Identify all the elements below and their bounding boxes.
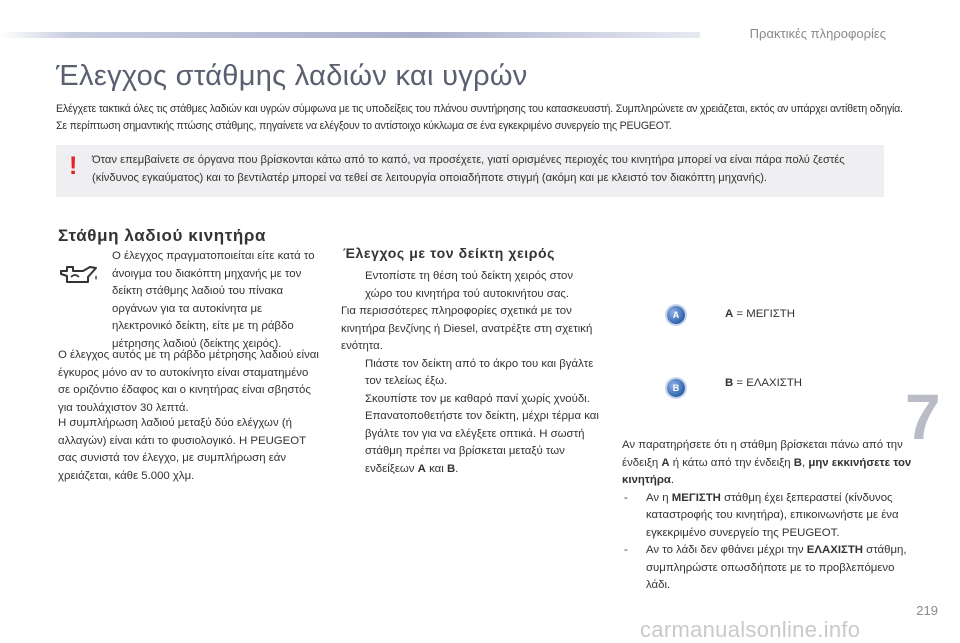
mark-a: A — [417, 462, 426, 475]
warning-box — [56, 145, 884, 197]
dash-icon: - — [624, 491, 628, 504]
mark-a-badge: A — [667, 306, 685, 324]
list-item — [622, 542, 914, 595]
step-text: Σκουπίστε τον με καθαρό πανί χωρίς χνούδι. — [365, 392, 590, 405]
text: ή κάτω από την ένδειξη — [672, 456, 791, 469]
oil-can-icon — [58, 262, 98, 288]
step-text: Πιάστε τον δείκτη από το άκρο του και βγάλτε τον τελείως έξω. — [365, 357, 594, 387]
mark-b: B — [793, 456, 802, 469]
watermark: carmanualsonline.info — [640, 617, 861, 642]
list-item — [341, 268, 603, 303]
text: Αν η — [646, 491, 669, 504]
warning-emphasis: μην εκκινήσετε τον κινητήρα — [622, 456, 912, 486]
section-title: Πρακτικές πληροφορίες — [749, 26, 886, 41]
warning-icon: ! — [69, 152, 78, 180]
dipstick-heading: Έλεγχος με τον δείκτη χειρός — [343, 245, 556, 261]
max-emphasis: ΜΕΓΙΣΤΗ — [671, 491, 721, 504]
page-number: 219 — [916, 603, 938, 618]
mark-b-badge: B — [667, 379, 685, 397]
min-emphasis: ΕΛΑΧΙΣΤΗ — [806, 544, 863, 556]
intro-line-2: Σε περίπτωση σημαντικής πτώσης στάθμης, πηγαίνετε να ελέγξουν το αντίστοιχο κύκλωμα σε ένα εγκεκριμένο συνεργείο της PEUGEOT. — [56, 120, 672, 132]
text: Αν παρατηρήσετε ότι η στάθμη βρίσκεται πάνω από την ένδειξη — [622, 439, 903, 469]
warning-text: Όταν επεμβαίνετε σε όργανα που βρίσκονται κάτω από το καπό, να προσέχετε, γιατί ορισμένες περιοχές του κινητήρα μπορεί να είναι πάρα πολύ ζεστές (κίνδυνος εγκαύματος) και το βεντιλατέρ μπορεί να τεθεί σε λειτουργία οποιαδήποτε στιγμή (ακόμη και με κλειστό τον διακόπτη μηχανής). — [92, 154, 845, 184]
min-text: = ΕΛΑΧΙΣΤΗ — [736, 377, 803, 389]
level-paragraph — [622, 437, 914, 490]
text: Αν το λάδι δεν φθάνει μέχρι την — [646, 544, 804, 556]
level-instructions — [622, 437, 914, 595]
oil-paragraph-2: Ο έλεγχος αυτός με τη ράβδο μέτρησης λαδιού είναι έγκυρος μόνο αν το αυτοκίνητο είναι σταματημένο σε οριζόντιο έδαφος και ο κινητήρας είναι σβηστός για τουλάχιστον 30 λεπτά. — [58, 349, 319, 414]
text: στάθμη έχει ξεπεραστεί (κίνδυνος καταστροφής του κινητήρα), επικοινωνήστε με ένα εγκεκριμένο συνεργείο της PEUGEOT. — [646, 491, 899, 539]
chapter-number: 7 — [905, 381, 941, 453]
max-letter: A — [725, 308, 734, 320]
text: . — [670, 474, 675, 486]
step-text: και — [429, 462, 444, 475]
step-text: . — [455, 462, 459, 475]
min-letter: B — [725, 377, 734, 389]
step-text: Επανατοποθετήστε τον δείκτη, μέχρι τέρμα και βγάλτε τον για να ελέγξετε οπτικά. Η σωστή στάθμη πρέπει να βρίσκεται μεταξύ των ενδείξεων — [365, 410, 599, 475]
text: στάθμη, συμπληρώστε οπωσδήποτε με το προβλεπόμενο λάδι. — [646, 544, 907, 591]
header-bar — [0, 32, 700, 38]
oil-paragraph-1: Ο έλεγχος πραγματοποιείται είτε κατά το άνοιγμα του διακόπτη μηχανής με τον δείκτη στάθμης λαδιού του πίνακα οργάνων για τα αυτοκίνητα με ηλεκτρονικό δείκτη, είτε με τη ράβδο μέτρησης λαδιού (δείκτης χειρός). — [112, 250, 315, 350]
min-label — [725, 377, 802, 389]
max-text: = ΜΕΓΙΣΤΗ — [736, 308, 795, 320]
list-item — [341, 391, 603, 409]
oil-paragraph-3: Η συμπλήρωση λαδιού μεταξύ δύο ελέγχων (ή αλλαγών) είναι κάτι το φυσιολογικό. Η PEUGEOT σας συνιστά τον έλεγχο, με συμπλήρωση εάν χρειάζεται, κάθε 5.000 χλμ. — [58, 417, 306, 482]
list-item — [341, 356, 603, 391]
dipstick-note: Για περισσότερες πληροφορίες σχετικά με τον κινητήρα βενζίνης ή Diesel, ανατρέξτε στη σχετική ενότητα. — [341, 305, 593, 352]
intro-line-1: Ελέγχετε τακτικά όλες τις στάθμες λαδιών και υγρών σύμφωνα με τις υποδείξεις του πλάνου συντήρησης του κατασκευαστή. Συμπληρώνετε αν χρειάζεται, εκτός αν υπάρχει αντίθετη οδηγία. — [56, 103, 903, 115]
list-item — [622, 490, 914, 543]
step-text: Εντοπίστε τη θέση τού δείκτη χειρός στον χώρο του κινητήρα τού αυτοκινήτου σας. — [365, 270, 574, 300]
oil-level-heading: Στάθμη λαδιού κινητήρα — [58, 226, 267, 245]
intro-text — [56, 101, 916, 135]
dipstick-steps — [341, 268, 603, 478]
mark-b: B — [446, 462, 456, 475]
dash-icon: - — [624, 544, 628, 556]
max-label — [725, 308, 795, 320]
mark-a: A — [661, 456, 670, 469]
text: , — [802, 456, 806, 469]
page-title: Έλεγχος στάθμης λαδιών και υγρών — [56, 60, 528, 92]
list-item — [341, 408, 603, 478]
